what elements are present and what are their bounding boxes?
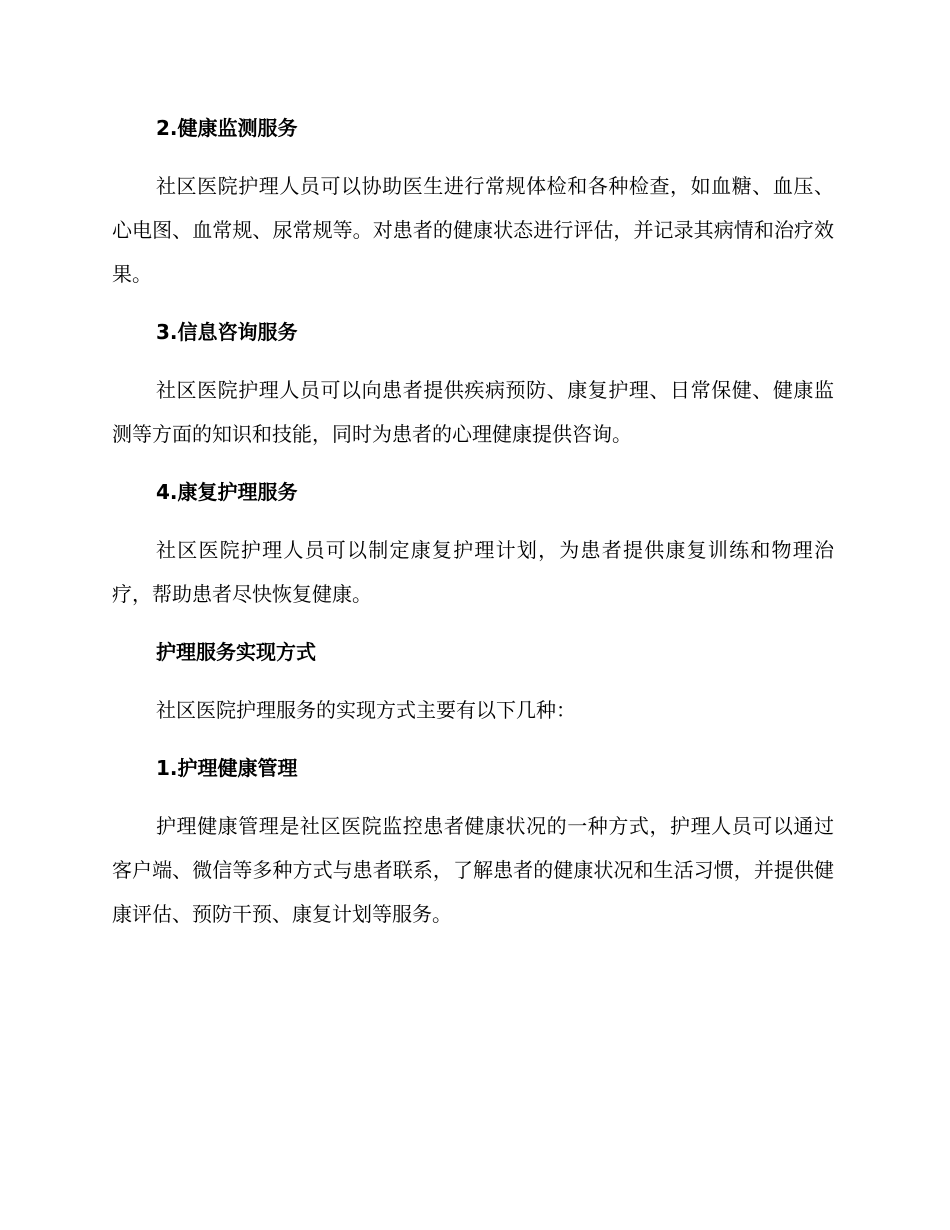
- section-heading-rehab: 4.康复护理服务: [156, 480, 298, 504]
- section-heading-health-monitoring: 2.健康监测服务: [156, 116, 298, 140]
- paragraph-health-mgmt: 护理健康管理是社区医院监控患者健康状况的一种方式，护理人员可以通过客户端、微信等多种方式与患者联系，了解患者的健康状况和生活习惯，并提供健康评估、预防干预、康复计划等服务。: [112, 814, 834, 926]
- paragraph-info-consult: 社区医院护理人员可以向患者提供疾病预防、康复护理、日常保健、健康监测等方面的知识和技能，同时为患者的心理健康提供咨询。: [112, 378, 834, 446]
- document-page: [112, 106, 834, 936]
- paragraph-rehab: 社区医院护理人员可以制定康复护理计划，为患者提供康复训练和物理治疗，帮助患者尽快恢复健康。: [112, 538, 834, 606]
- paragraph-health-monitoring: 社区医院护理人员可以协助医生进行常规体检和各种检查，如血糖、血压、心电图、血常规、尿常规等。对患者的健康状态进行评估，并记录其病情和治疗效果。: [112, 174, 834, 286]
- section-heading-info-consult: 3.信息咨询服务: [156, 320, 298, 344]
- section-heading-methods: 护理服务实现方式: [156, 640, 316, 664]
- paragraph-methods-intro: 社区医院护理服务的实现方式主要有以下几种：: [156, 698, 576, 722]
- section-heading-health-mgmt: 1.护理健康管理: [156, 756, 298, 780]
